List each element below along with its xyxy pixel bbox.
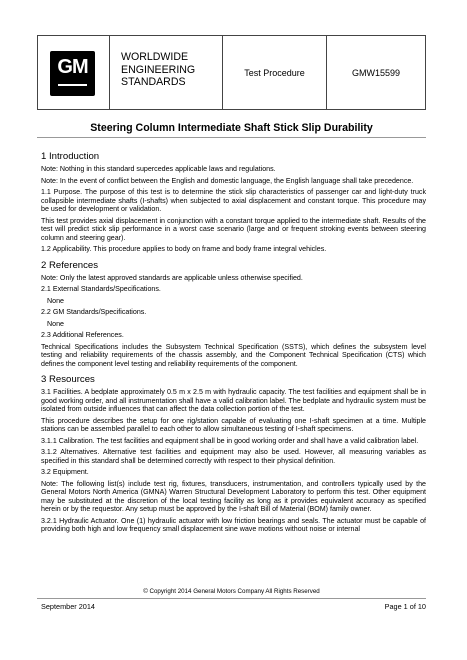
document-body (41, 151, 426, 540)
paragraph: This test provides axial displacement in conjunction with a constant torque applied to the intermediate shaft. Results of the test will predict stick slip performance in a worst case scenario (large and or frequent stroking events between steering column and steering gear). (41, 216, 426, 242)
doc-number-cell (327, 36, 425, 109)
paragraph: This procedure describes the setup for one rig/station capable of evaluating one I-shaft specimen at a time. Multiple stations can be assembled parallel to each other to allow simultaneous testing of I-shaft specimens. (41, 416, 426, 433)
paragraph: 2.2 GM Standards/Specifications. (41, 308, 147, 316)
section-heading: 2 References (41, 259, 99, 271)
gm-logo-text: GM (57, 56, 88, 78)
section-references (41, 260, 426, 369)
section-introduction (41, 151, 426, 254)
paragraph: 3.2.1 Hydraulic Actuator. One (1) hydraulic actuator with low friction bearings and seals. The actuator must be capable of providing both high and low frequency small displacement sine wave motions without noise or internal (41, 516, 426, 533)
paragraph: Note: Only the latest approved standards are applicable unless otherwise specified. (41, 273, 303, 282)
footer-date: September 2014 (41, 602, 95, 611)
org-title-cell (110, 36, 223, 109)
gm-logo (50, 51, 95, 96)
org-line-2: ENGINEERING (121, 63, 196, 76)
logo-cell (38, 36, 110, 109)
doc-number: GMW15599 (351, 67, 401, 78)
paragraph: 2.3 Additional References. (41, 331, 124, 339)
section-resources (41, 374, 426, 534)
paragraph: Technical Specifications includes the Subsystem Technical Specification (SSTS), which defines the subsystem level testing and reliability requirements of the chassis assembly, and the Component Technical Specification (CTS) which defines the component level testing and reliability requirements of the component. (41, 342, 426, 368)
paragraph: None (47, 296, 64, 305)
paragraph: 1.1 Purpose. The purpose of this test is to determine the stick slip characteristics of passenger car and light-duty truck collapsible intermediate shafts (I-shafts) when subjected to axial displacement and constant torque. This procedure may be used for development or validation. (41, 188, 426, 213)
copyright-notice: © Copyright 2014 General Motors Company All Rights Reserved (143, 588, 320, 595)
paragraph: None (47, 319, 64, 328)
paragraph: Note: The following list(s) include test rig, fixtures, transducers, instrumentation, and controllers typically used by the General Motors North America (GMNA) Warren Structural Development Laboratory to perform this test. Other equipment may be substituted at the discretion of the local testing facility as long as it provides equivalent accuracy as specified herein or by the requestor. Any setup must be approved by the I-shaft Bill of Material (BOM) family owner. (41, 479, 426, 513)
paragraph: 3.2 Equipment. (41, 468, 89, 476)
footer-divider (37, 598, 426, 599)
paragraph: 3.1.2 Alternatives. Alternative test facilities and equipment may also be used. However, all measuring variables as specified in this standard shall be determined correctly with respect to their physical definition. (41, 448, 426, 465)
paragraph: Note: Nothing in this standard supercedes applicable laws and regulations. (41, 165, 276, 173)
org-line-1: WORLDWIDE (121, 51, 189, 63)
paragraph: 2.1 External Standards/Specifications. (41, 285, 161, 293)
section-heading: 3 Resources (41, 374, 95, 385)
paragraph: 3.1 Facilities. A bedplate approximately 0.5 m x 2.5 m with hydraulic capacity. The test facilities and equipment shall be in good working order, and all instrumentation shall have a valid calibration label. The bedplate and hydraulic system must be isolated from outside influences that can affect the data collection portion of the test. (41, 388, 426, 413)
document-title: Steering Column Intermediate Shaft Stick Slip Durability (90, 122, 373, 134)
paragraph: Note: In the event of conflict between the English and domestic language, the English language shall take precedence. (41, 176, 414, 185)
title-divider (37, 137, 426, 138)
page-number: Page 1 of 10 (384, 602, 426, 611)
doc-type-cell (223, 36, 327, 109)
section-heading: 1 Introduction (41, 151, 100, 162)
gm-logo-underline (58, 84, 87, 86)
paragraph: 3.1.1 Calibration. The test facilities and equipment shall be in good working order and shall have a valid calibration label. (41, 436, 419, 445)
doc-type: Test Procedure (244, 67, 305, 78)
org-line-3: STANDARDS (121, 76, 186, 88)
header-table (37, 35, 426, 110)
paragraph: 1.2 Applicability. This procedure applies to body on frame and body frame integral vehicles. (41, 245, 327, 253)
